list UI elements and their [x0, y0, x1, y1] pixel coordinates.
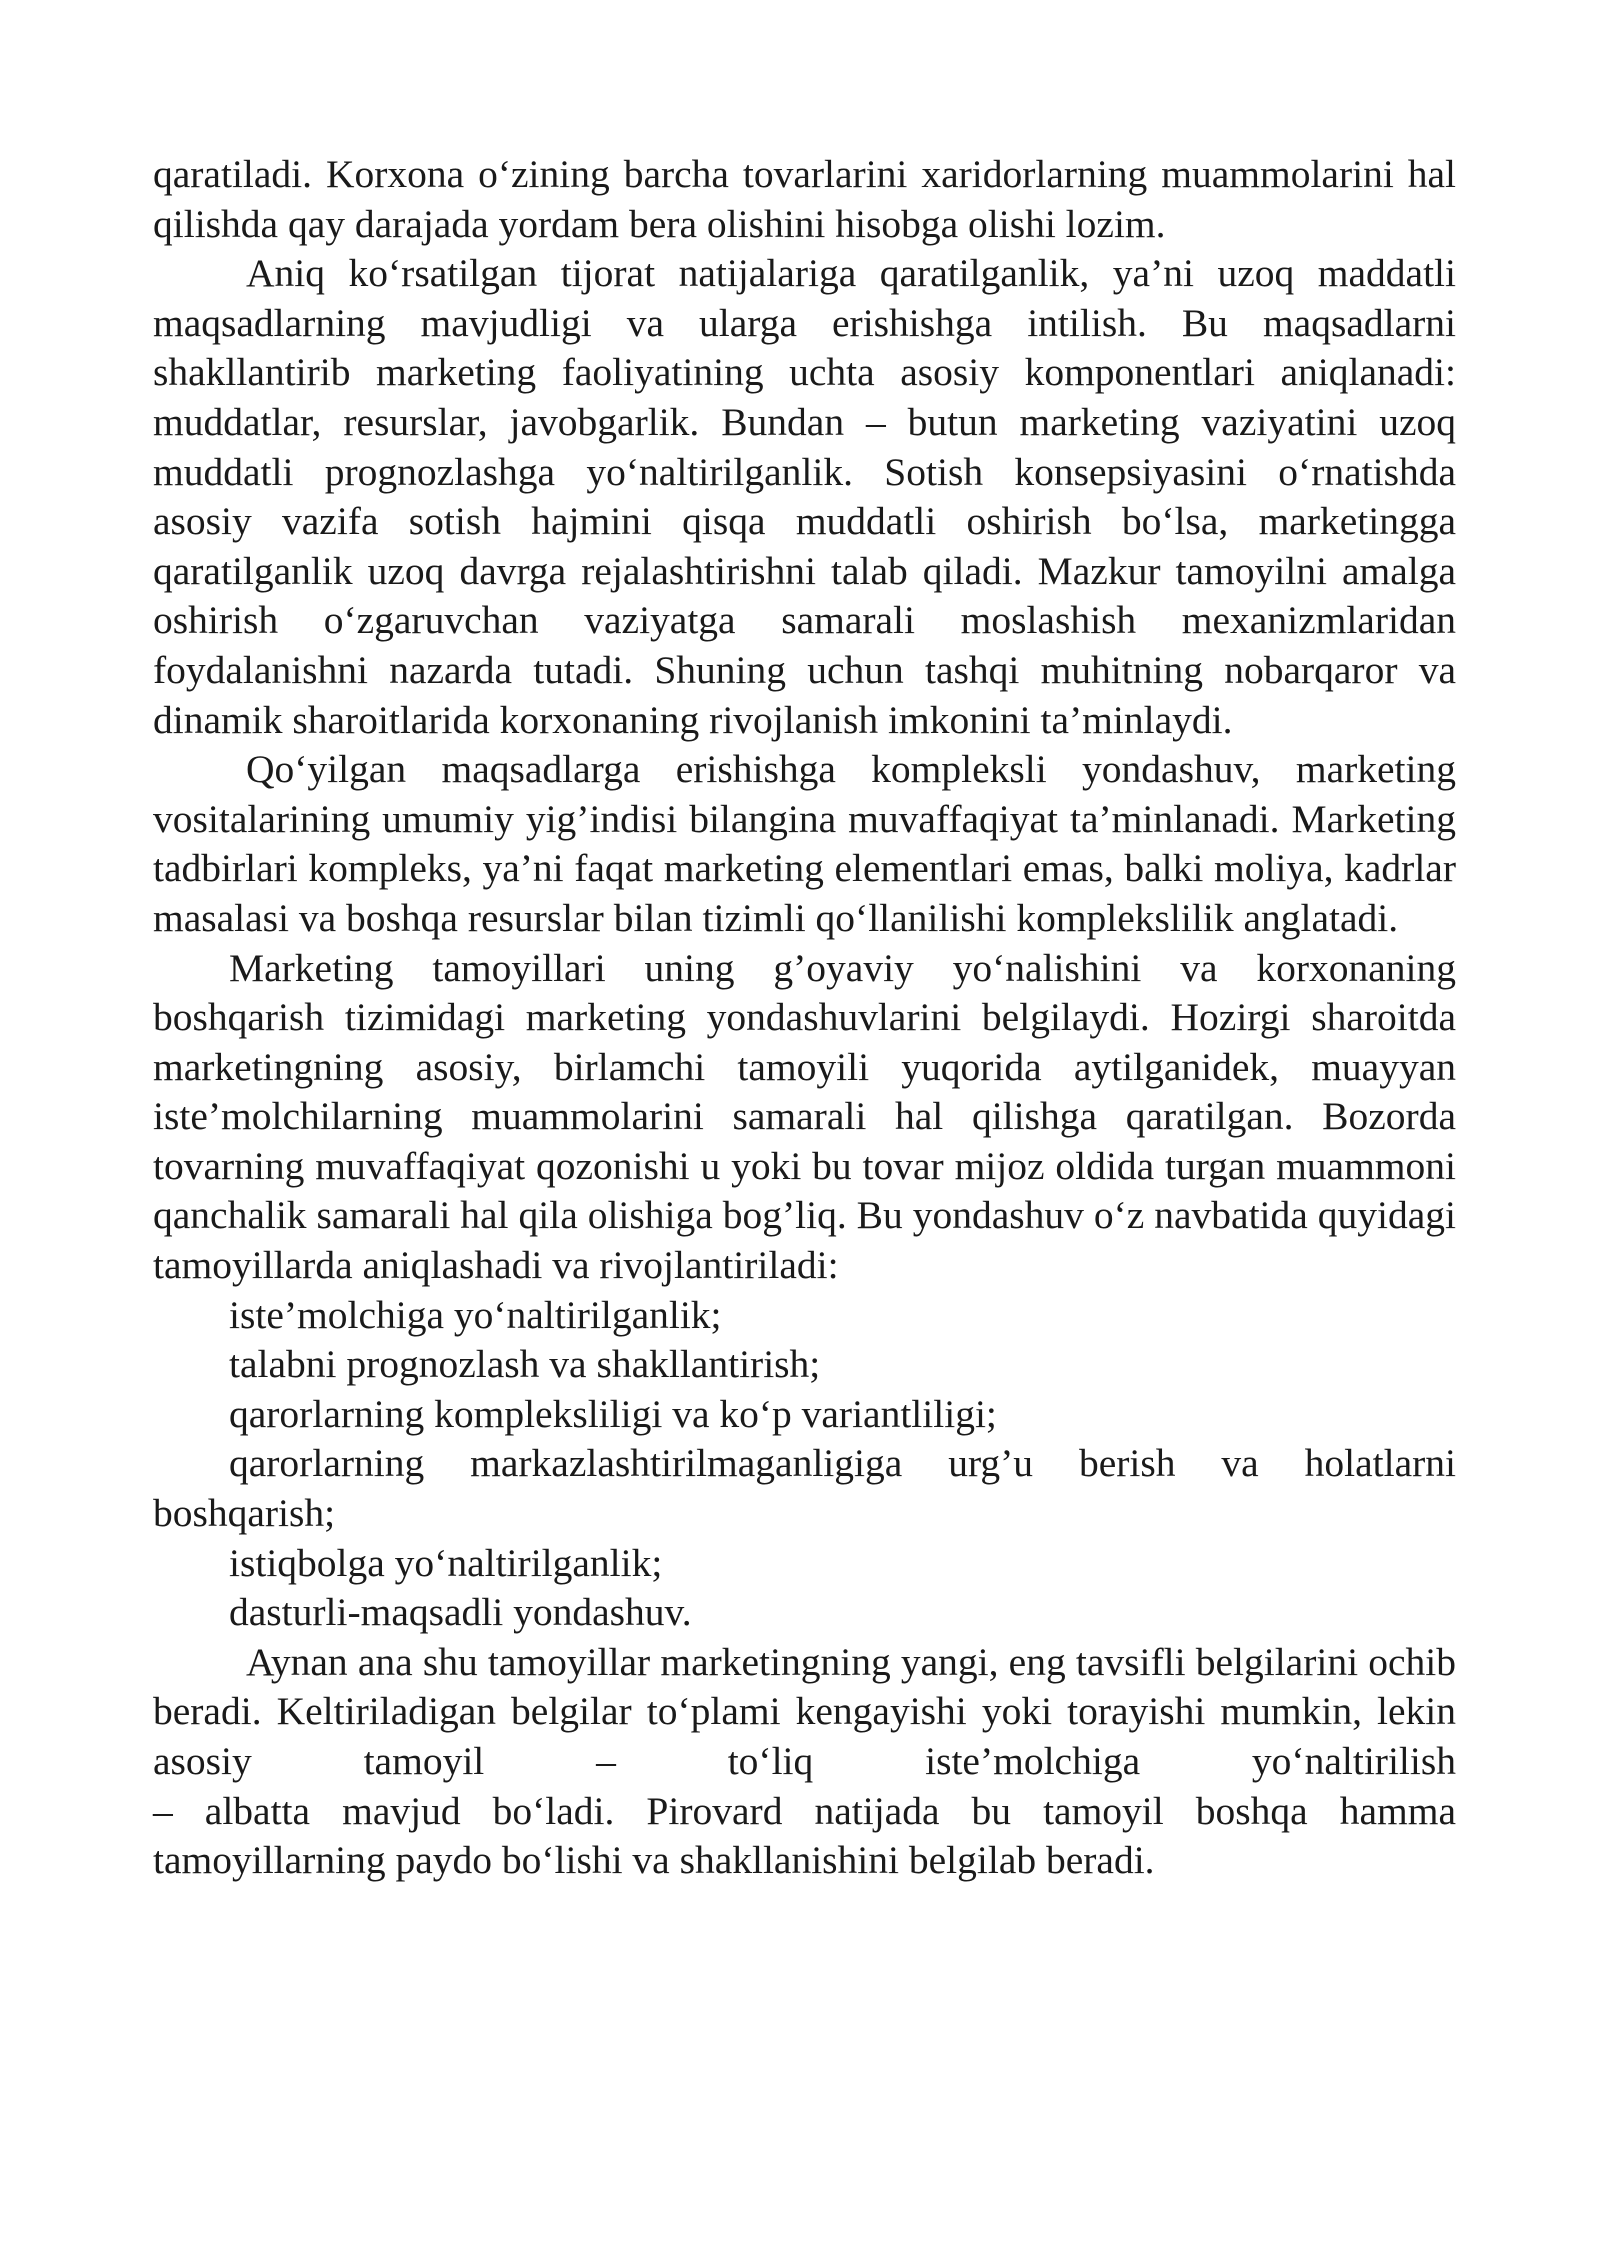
list-item: dasturli-maqsadli yondashuv. — [229, 1590, 692, 1635]
paragraph-marketing-principles: Marketing tamoyillari uning g’oyaviy yo‘nalishini va korxonaning boshqarish tizimidagi marketing yondashuvlarini belgilaydi. Hozirgi sharoitda marketingning asosiy, birlamchi tamoyili yuqorida aytilganidek, muayyan iste’molchilarning muammolarini samarali hal qilishga qaratilgan. Bozorda tovarning muvaffaqiyat qozonishi u yoki bu tovar mijoz oldida turgan muammoni qanchalik samarali hal qila olishiga bog’liq. Bu yondashuv o‘z navbatida quyidagi tamoyillarda aniqlashadi va rivojlantiriladi: — [153, 945, 1456, 1288]
list-item: qarorlarning markazlashtirilmaganligiga urg’u berish va holatlarni boshqarish; — [153, 1441, 1456, 1536]
paragraph-results-orientation: Aniq ko‘rsatilgan tijorat natijalariga qaratilganlik, ya’ni uzoq maddatli maqsadlarning mavjudligi va ularga erishishga intilish. Bu maqsadlarni shakllantirib marketing faoliyatining uchta asosiy komponentlari aniqlanadi: muddatlar, resurslar, javobgarlik. Bundan – butun marketing vaziyatini uzoq muddatli prognozlashga yo‘naltirilganlik. Sotish konsepsiyasini o‘rnatishda asosiy vazifa sotish hajmini qisqa muddatli oshirish bo‘lsa, marketingga qaratilganlik uzoq davrga rejalashtirishni talab qiladi. Mazkur tamoyilni amalga oshirish o‘zgaruvchan vaziyatga samarali moslashish mexanizmlaridan foydalanishni nazarda tutadi. Shuning uchun tashqi muhitning nobarqaror va dinamik sharoitlarida korxonaning rivojlanish imkonini ta’minlaydi. — [153, 251, 1456, 742]
closing-text-part-2: – albatta mavjud bo‘ladi. Pirovard natijada bu tamoyil boshqa hamma tamoyillarning paydo bo‘lishi va shakllanishini belgilab beradi. — [153, 1788, 1456, 1883]
document-page — [153, 150, 1456, 1886]
list-item: talabni prognozlash va shakllantirish; — [229, 1342, 821, 1387]
paragraph-continuation: qaratiladi. Korxona o‘zining barcha tovarlarini xaridorlarning muammolarini hal qilishda qay darajada yordam bera olishini hisobga olishi lozim. — [153, 152, 1456, 246]
list-item: istiqbolga yo‘naltirilganlik; — [229, 1540, 663, 1585]
closing-text-part-1: Aynan ana shu tamoyillar marketingning yangi, eng tavsifli belgilarini ochib beradi. Keltiriladigan belgilar to‘plami kengayishi yoki torayishi mumkin, lekin asosiy tamoyil – to‘liq iste’molchiga yo‘naltirilish — [153, 1639, 1456, 1783]
paragraph-complex-approach: Qo‘yilgan maqsadlarga erishishga kompleksli yondashuv, marketing vositalarining umumiy yig’indisi bilangina muvaffaqiyat ta’minlanadi. Marketing tadbirlari kompleks, ya’ni faqat marketing elementlari emas, balki moliya, kadrlar masalasi va boshqa resurslar bilan tizimli qo‘llanilishi komplekslilik anglatadi. — [153, 747, 1456, 940]
list-item: iste’molchiga yo‘naltirilganlik; — [229, 1292, 722, 1337]
paragraph-closing — [153, 1638, 1456, 1886]
list-item: qarorlarning kompleksliligi va ko‘p variantliligi; — [229, 1391, 997, 1436]
principles-list — [153, 1291, 1456, 1638]
